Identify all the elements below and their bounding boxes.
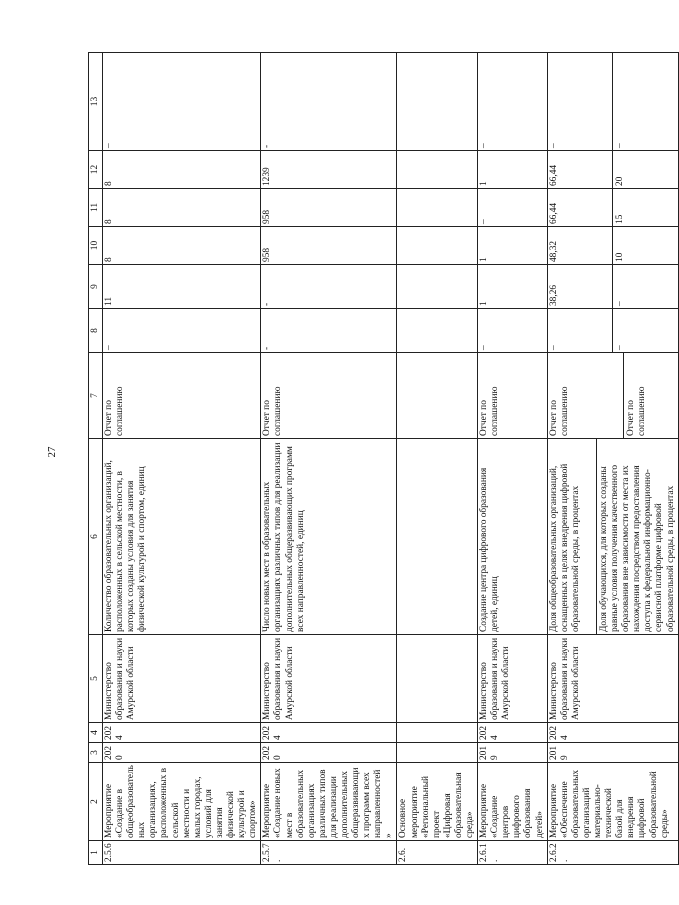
sub-value: – (612, 309, 626, 352)
header-cell: 8 (89, 309, 103, 353)
sub-value: – (612, 53, 626, 150)
value-cell: 1 (478, 265, 548, 309)
header-cell: 5 (89, 635, 103, 723)
end-year-cell: 2024 (478, 723, 548, 743)
measure-cell: Мероприятие «Создание новых мест в образовательных организациях различных типов для реализации дополнительных общеразвивающих программ всех направленностей» (261, 763, 397, 841)
sub-value: – (548, 345, 559, 350)
sub-indicator: Доля обучающихся, для которых созданы равные условия получения качественного образования вне зависимости от места их нахождения посредством предоставления доступа к федеральной информационно-сервисной платформе цифровой образовательной среды, в процентах (596, 439, 677, 634)
header-cell: 4 (89, 723, 103, 743)
end-year-cell: 2024 (103, 723, 261, 743)
header-cell: 6 (89, 439, 103, 635)
indicator-cell: Количество образовательных организаций, расположенных в сельской местности, в которых созданы условия для занятия физической культурой и спортом, единиц (103, 439, 261, 635)
measure-cell: Основное мероприятие «Региональный проект «Цифровая образовательная среда» (397, 763, 478, 841)
value-cell (547, 265, 678, 309)
table-row (478, 53, 548, 865)
measure-cell: Мероприятие «Создание в общеобразовательных организациях, расположенных в сельской местности и малых городах, условий для занятия физической культурой и спортом» (103, 763, 261, 841)
header-cell: 2 (89, 763, 103, 841)
source-cell (547, 353, 678, 439)
end-year-cell: 2024 (261, 723, 397, 743)
empty-cell (397, 439, 478, 635)
value-cell: 958 (261, 227, 397, 265)
value-cell: – (478, 309, 548, 353)
header-cell: 11 (89, 189, 103, 227)
executor-cell: Министерство образования и науки Амурской области (478, 635, 548, 723)
sub-source: Отчет по соглашению (548, 386, 570, 436)
row-number-cell: 2.5.7. (261, 841, 397, 865)
row-number-cell: 2.5.6 (103, 841, 261, 865)
measure-cell: Мероприятие «Обеспечение образовательных организаций материально-технической базой для внедрения цифровой образовательной среды» (547, 763, 678, 841)
value-cell: 1239 (261, 151, 397, 189)
start-year-cell: 2020 (103, 743, 261, 763)
end-year-cell: 2024 (547, 723, 678, 743)
indicator-cell: Число новых мест в образовательных организациях различных типов для реализации дополнительных общеразвивающих программ всех направленностей, единиц (261, 439, 397, 635)
executor-cell: Министерство образования и науки Амурской области (261, 635, 397, 723)
header-cell: 10 (89, 227, 103, 265)
value-cell: – (478, 189, 548, 227)
table-row (103, 53, 261, 865)
sub-value: – (548, 143, 559, 148)
empty-cell (397, 227, 478, 265)
empty-cell (397, 265, 478, 309)
row-number-cell: 2.6. (397, 841, 478, 865)
row-number-cell: 2.6.2. (547, 841, 678, 865)
value-cell: 1 (478, 227, 548, 265)
value-cell: - (261, 265, 397, 309)
value-cell: – (478, 53, 548, 151)
table-row (261, 53, 397, 865)
header-cell: 1 (89, 841, 103, 865)
source-cell: Отчет по соглашению (478, 353, 548, 439)
sub-value: 38,26 (548, 284, 559, 306)
indicator-cell: Создание центра цифрового образования детей, единиц (478, 439, 548, 635)
value-cell (547, 53, 678, 151)
value-cell: 8 (103, 227, 261, 265)
value-cell: 1 (478, 151, 548, 189)
sub-value: 66,44 (548, 164, 559, 186)
program-measures-table (88, 52, 679, 865)
value-cell: - (261, 309, 397, 353)
empty-cell (397, 635, 478, 723)
start-year-cell: 2020 (261, 743, 397, 763)
table-row (397, 53, 478, 865)
empty-cell (397, 53, 478, 151)
sub-value: 10 (612, 227, 626, 264)
sub-value: 20 (612, 151, 626, 188)
value-cell: 958 (261, 189, 397, 227)
value-cell: 8 (103, 189, 261, 227)
empty-cell (397, 723, 478, 743)
value-cell (547, 189, 678, 227)
rotated-table-wrapper (88, 53, 676, 865)
table-header-row (89, 53, 103, 865)
header-cell: 7 (89, 353, 103, 439)
sub-value: – (612, 265, 626, 308)
header-cell: 13 (89, 53, 103, 151)
header-cell: 12 (89, 151, 103, 189)
value-cell: – (103, 53, 261, 151)
row-number-cell: 2.6.1. (478, 841, 548, 865)
value-cell: 8 (103, 151, 261, 189)
empty-cell (397, 189, 478, 227)
value-cell (547, 151, 678, 189)
value-cell: - (261, 53, 397, 151)
page-number: 27 (46, 446, 58, 458)
measure-cell: Мероприятие «Создание центров цифрового образования детей» (478, 763, 548, 841)
source-cell: Отчет по соглашению (261, 353, 397, 439)
empty-cell (397, 743, 478, 763)
header-cell: 9 (89, 265, 103, 309)
value-cell: 11 (103, 265, 261, 309)
sub-value: 48,32 (548, 240, 559, 262)
table-row (547, 53, 678, 865)
sub-value: 66,44 (548, 202, 559, 224)
start-year-cell: 2019 (478, 743, 548, 763)
value-cell: – (103, 309, 261, 353)
empty-cell (397, 309, 478, 353)
indicator-cell (547, 439, 678, 635)
executor-cell: Министерство образования и науки Амурской области (103, 635, 261, 723)
source-cell: Отчет по соглашению (103, 353, 261, 439)
value-cell (547, 309, 678, 353)
value-cell (547, 227, 678, 265)
sub-indicator: Доля общеобразовательных организаций, оснащенных в целях внедрения цифровой образовательной среды, в процентах (548, 463, 581, 632)
empty-cell (397, 151, 478, 189)
empty-cell (397, 353, 478, 439)
sub-source: Отчет по соглашению (623, 353, 648, 438)
start-year-cell: 2019 (547, 743, 678, 763)
executor-cell: Министерство образования и науки Амурской области (547, 635, 678, 723)
sub-value: 15 (612, 189, 626, 226)
header-cell: 3 (89, 743, 103, 763)
